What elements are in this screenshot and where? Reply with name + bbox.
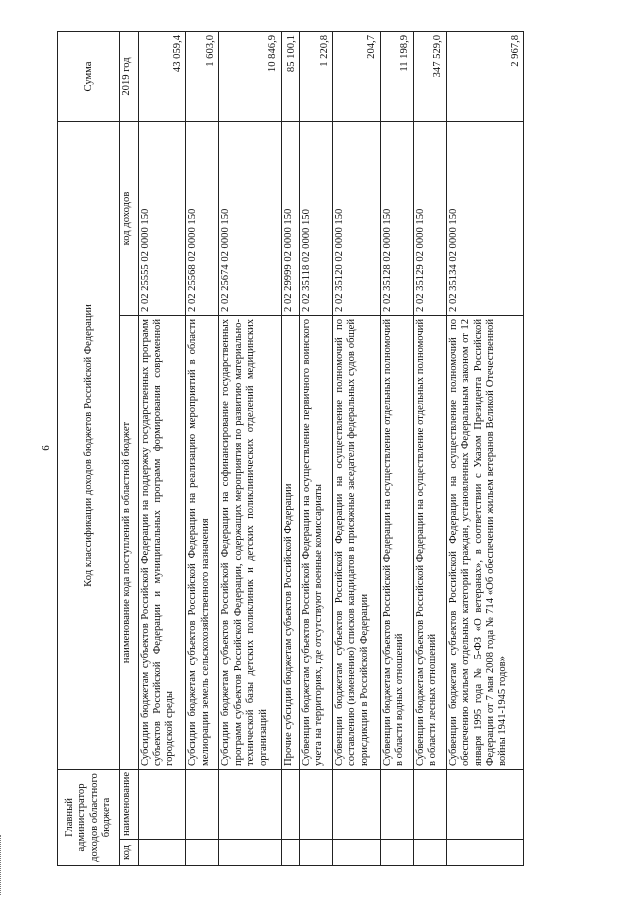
sum-header: Сумма xyxy=(58,31,120,121)
row-amount: 2 967,8 xyxy=(446,31,523,121)
row-admin-name-cell xyxy=(446,770,523,840)
row-admin-name-cell xyxy=(186,770,219,840)
row-admin-name-cell xyxy=(281,770,299,840)
table-row xyxy=(219,31,281,865)
row-admin-code-cell xyxy=(333,840,381,866)
table-row xyxy=(138,31,186,865)
row-admin-name-cell xyxy=(219,770,281,840)
row-admin-code-cell xyxy=(138,840,186,866)
margin-mark xyxy=(0,835,9,895)
name-subheader: наименование xyxy=(120,770,138,840)
income-code-subheader: код доходов xyxy=(120,121,138,315)
table-row xyxy=(413,31,446,865)
row-admin-code-cell xyxy=(186,840,219,866)
row-amount: 1 603,0 xyxy=(186,31,219,121)
row-amount: 43 059,4 xyxy=(138,31,186,121)
row-description: Субсидии бюджетам субъектов Российской Федерации на софинансирование государственных программ субъектов Российской Федерации, содержащих мероприятия по развитию материально-технической базы детских поликлиник и детских поликлинических отделений медицинских организаций xyxy=(219,316,281,770)
row-amount: 11 198,9 xyxy=(380,31,413,121)
row-description: Субвенции бюджетам субъектов Российской Федерации на осуществление первичного воинского учета на территориях, где отсутствуют военные комиссариаты xyxy=(300,316,333,770)
table-row xyxy=(186,31,219,865)
row-income-code: 2 02 25674 02 0000 150 xyxy=(219,121,281,315)
row-description: Субсидии бюджетам субъектов Российской Федерации на реализацию мероприятий в области мелиорации земель сельскохозяйственного назначения xyxy=(186,316,219,770)
row-description: Субвенции бюджетам субъектов Российской Федерации на осуществление полномочий по составлению (изменению) списков кандидатов в присяжные заседатели федеральных судов общей юрисдикции в Российской Федерации xyxy=(333,316,381,770)
income-classification-table-rotated xyxy=(57,32,524,866)
row-description: Прочие субсидии бюджетам субъектов Российской Федерации xyxy=(281,316,299,770)
row-admin-code-cell xyxy=(281,840,299,866)
row-description: Субсидии бюджетам субъектов Российской Федерации на поддержку государственных программ субъектов Российской Федерации и муниципальных программ формирования современной городской среды xyxy=(138,316,186,770)
classification-header: Код классификации доходов бюджетов Российской Федерации xyxy=(58,121,120,769)
row-admin-code-cell xyxy=(446,840,523,866)
header-row-2 xyxy=(120,31,138,865)
table-row xyxy=(446,31,523,865)
row-description: Субвенции бюджетам субъектов Российской Федерации на осуществление отдельных полномочий в области лесных отношений xyxy=(413,316,446,770)
row-admin-name-cell xyxy=(300,770,333,840)
row-income-code: 2 02 35134 02 0000 150 xyxy=(446,121,523,315)
row-admin-code-cell xyxy=(219,840,281,866)
header-row-1 xyxy=(58,31,120,865)
table-row xyxy=(281,31,299,865)
table-row xyxy=(333,31,381,865)
row-description: Субвенции бюджетам субъектов Российской Федерации на осуществление отдельных полномочий в области водных отношений xyxy=(380,316,413,770)
code-subheader: код xyxy=(120,840,138,866)
table-row xyxy=(300,31,333,865)
row-admin-name-cell xyxy=(138,770,186,840)
income-classification-table xyxy=(57,31,524,866)
row-income-code: 2 02 25568 02 0000 150 xyxy=(186,121,219,315)
income-name-subheader: наименование кода поступлений в областной бюджет xyxy=(120,316,138,770)
row-income-code: 2 02 35129 02 0000 150 xyxy=(413,121,446,315)
row-income-code: 2 02 29999 02 0000 150 xyxy=(281,121,299,315)
row-admin-name-cell xyxy=(413,770,446,840)
row-description: Субвенции бюджетам субъектов Российской Федерации на осуществление полномочий по обеспечению жильем отдельных категорий граждан, установленных Федеральным законом от 12 января 1995 года № 5-ФЗ «О ветеранах», в соответствии с Указом Президента Российской Федерации от 7 мая 2008 года № 714 «Об обеспечении жильем ветеранов Великой Отечественной войны 1941-1945 годов» xyxy=(446,316,523,770)
row-admin-name-cell xyxy=(333,770,381,840)
row-income-code: 2 02 35118 02 0000 150 xyxy=(300,121,333,315)
row-income-code: 2 02 35120 02 0000 150 xyxy=(333,121,381,315)
row-income-code: 2 02 35128 02 0000 150 xyxy=(380,121,413,315)
row-amount: 1 220,8 xyxy=(300,31,333,121)
row-amount: 204,7 xyxy=(333,31,381,121)
row-admin-name-cell xyxy=(380,770,413,840)
table-row xyxy=(380,31,413,865)
page-number: 6 xyxy=(40,445,52,451)
row-income-code: 2 02 25555 02 0000 150 xyxy=(138,121,186,315)
row-amount: 10 846,9 xyxy=(219,31,281,121)
row-admin-code-cell xyxy=(380,840,413,866)
row-admin-code-cell xyxy=(413,840,446,866)
admin-header: Главный администратор доходов областного бюджета xyxy=(58,770,120,866)
row-admin-code-cell xyxy=(300,840,333,866)
row-amount: 347 529,0 xyxy=(413,31,446,121)
year-subheader: 2019 год xyxy=(120,31,138,121)
row-amount: 85 100,1 xyxy=(281,31,299,121)
